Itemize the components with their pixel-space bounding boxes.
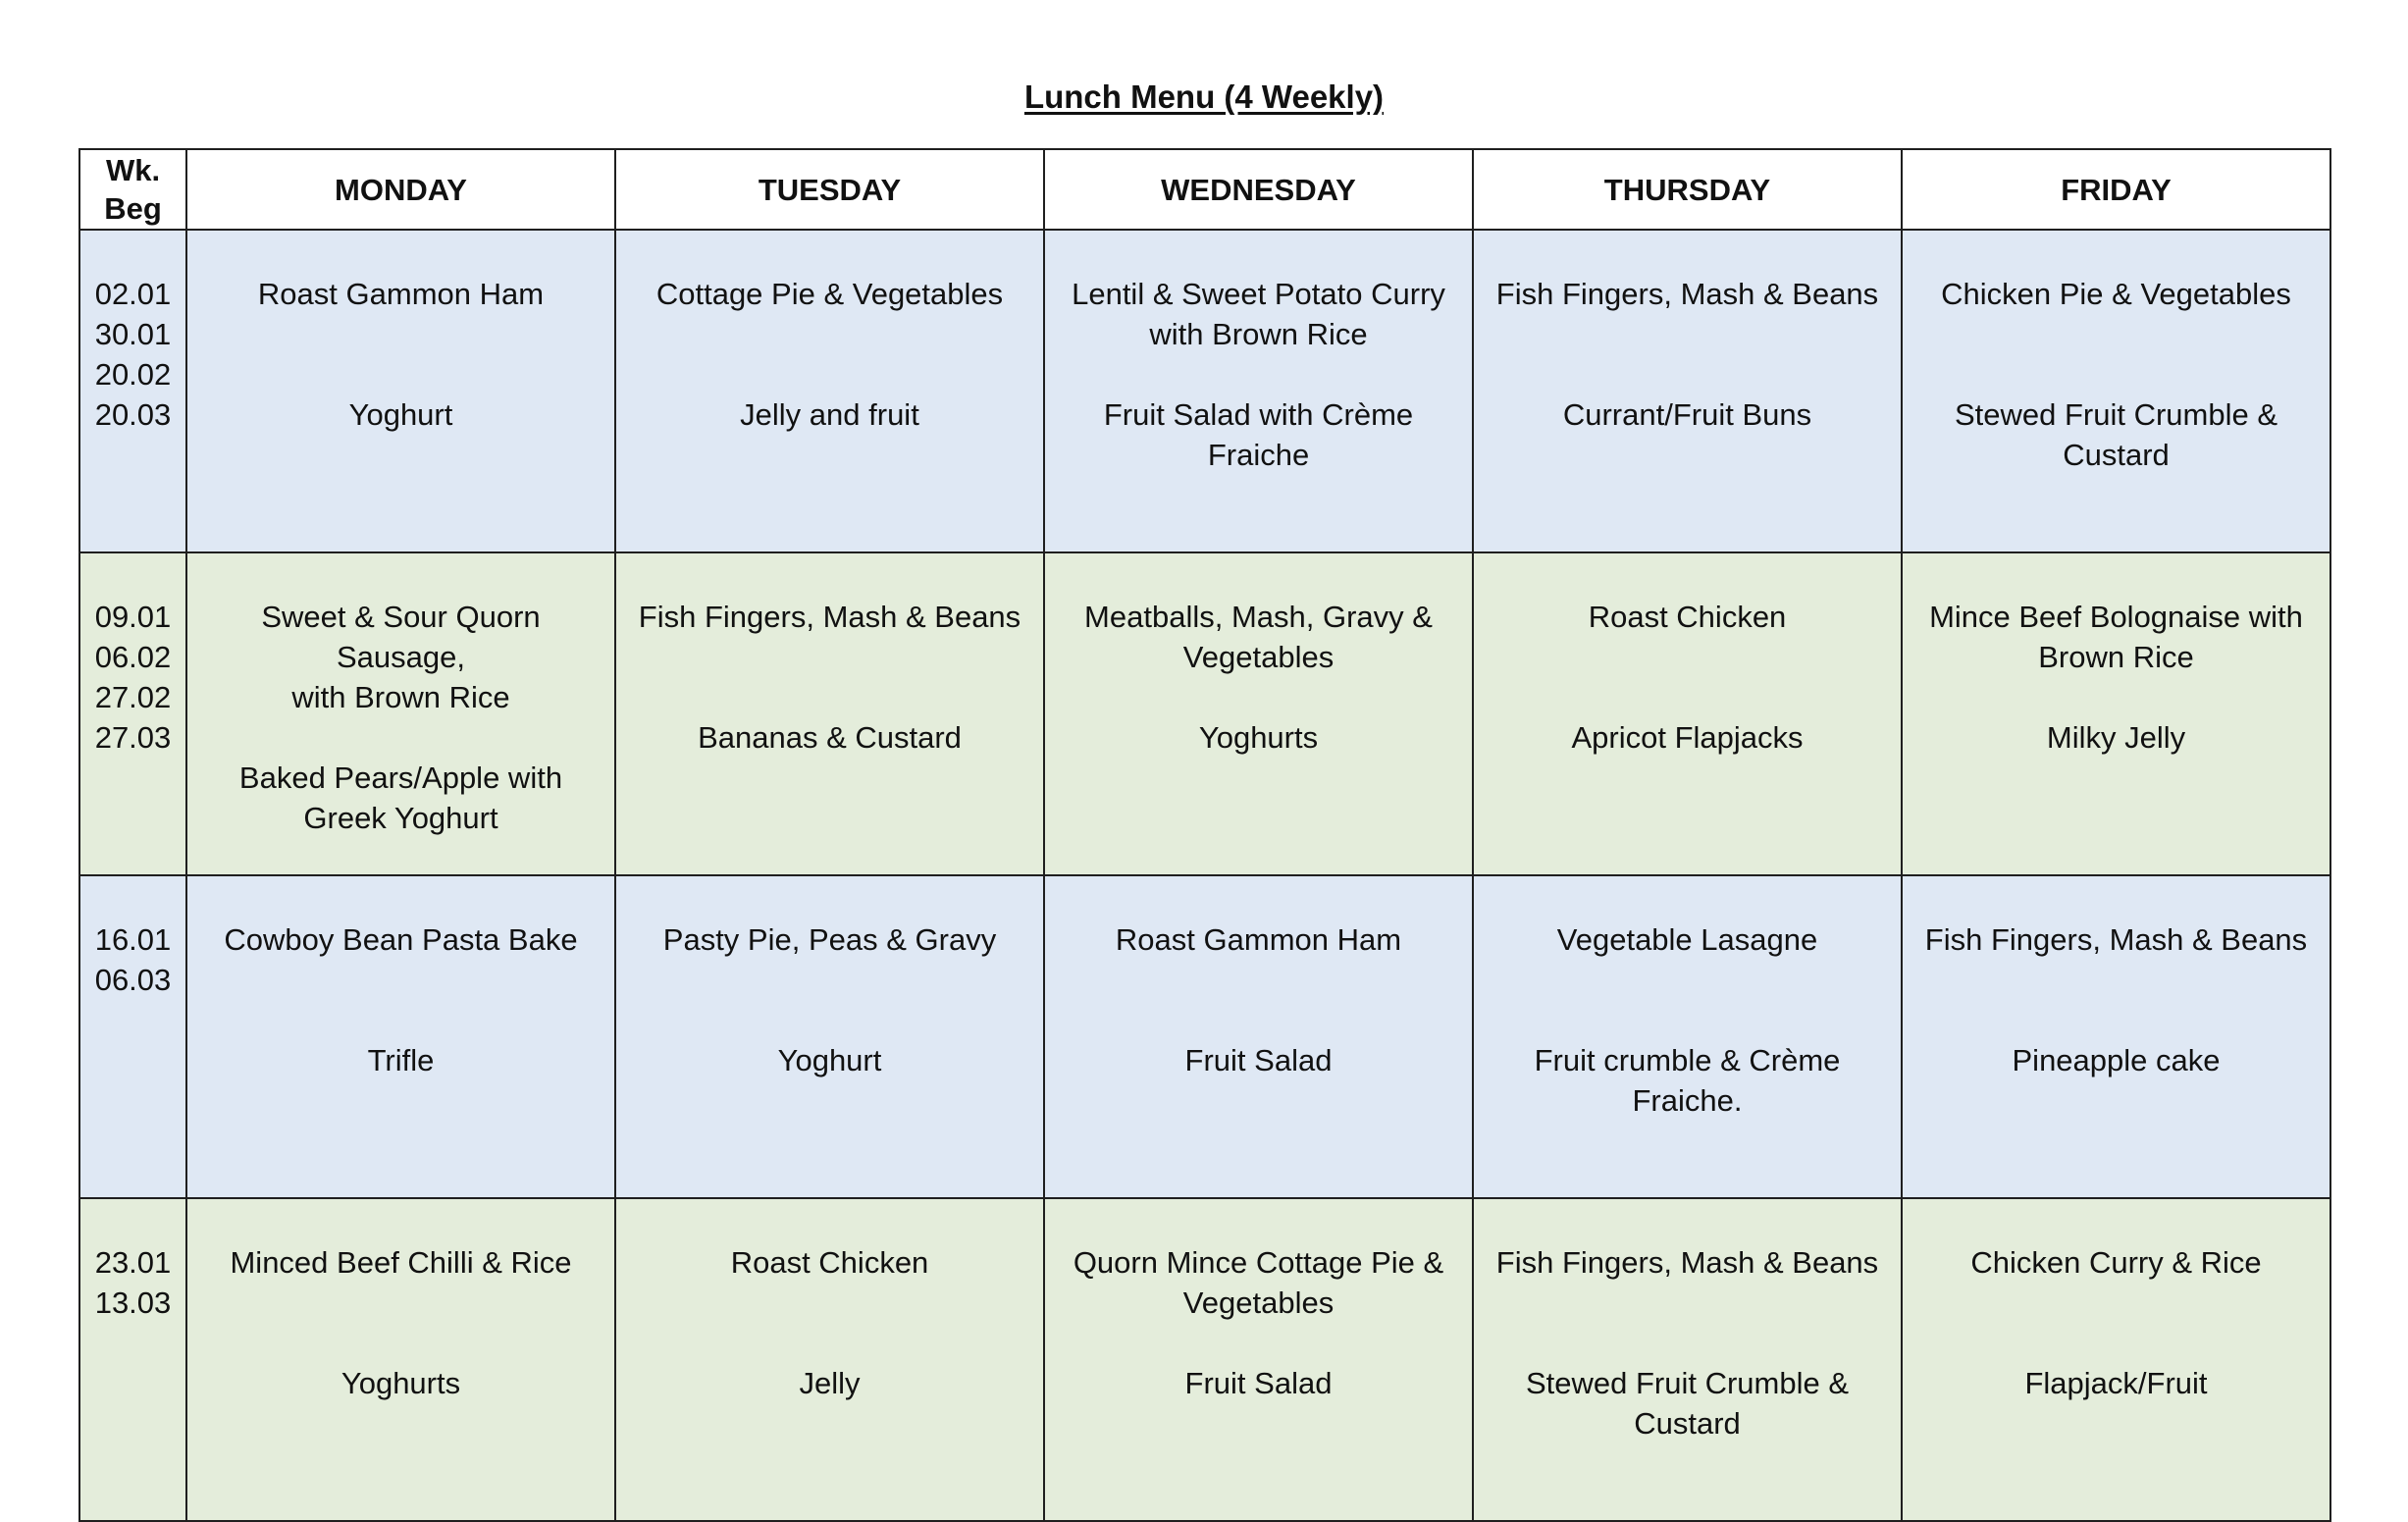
- dessert-line: Yoghurts: [340, 1366, 461, 1400]
- header-wednesday: WEDNESDAY: [1044, 149, 1473, 230]
- main-course-line: Chicken Pie & Vegetables: [1941, 277, 2291, 311]
- menu-body: [79, 230, 2330, 1521]
- main-course-line: Fish Fingers, Mash & Beans: [1924, 922, 2308, 957]
- dessert-line: Jelly and fruit: [740, 397, 919, 432]
- dessert: [1055, 1363, 1462, 1403]
- main-course: [1055, 1242, 1462, 1323]
- dessert-line: Jelly: [799, 1366, 861, 1400]
- week-dates-cell: [79, 875, 186, 1198]
- meal-cell-friday: [1902, 875, 2330, 1198]
- meal-cell-tuesday: [615, 1198, 1044, 1521]
- dessert-line: Fruit Salad: [1184, 1366, 1333, 1400]
- dessert-line: Fraiche.: [1632, 1083, 1743, 1118]
- main-course: [1484, 919, 1891, 1000]
- dessert-line: Currant/Fruit Buns: [1562, 397, 1812, 432]
- main-course-line: Fish Fingers, Mash & Beans: [1495, 277, 1879, 311]
- week-date: 06.02: [94, 640, 172, 674]
- week-date: 09.01: [94, 600, 172, 634]
- meal-cell-tuesday: [615, 230, 1044, 552]
- main-course: [1484, 597, 1891, 677]
- main-course: [197, 597, 604, 717]
- main-course: [626, 597, 1033, 677]
- main-course-line: Lentil & Sweet Potato Curry: [1072, 277, 1445, 311]
- header-friday: FRIDAY: [1902, 149, 2330, 230]
- main-course: [626, 274, 1033, 354]
- week-row: [79, 230, 2330, 552]
- meal-cell-friday: [1902, 552, 2330, 875]
- dessert-line: Fruit crumble & Crème: [1534, 1043, 1841, 1077]
- dessert: [197, 1040, 604, 1080]
- main-course: [1055, 597, 1462, 677]
- main-course-line: Mince Beef Bolognaise with: [1929, 600, 2303, 634]
- dessert: [1912, 717, 2320, 758]
- main-course: [626, 919, 1033, 1000]
- meal-cell-monday: [186, 1198, 615, 1521]
- week-date: 27.03: [94, 720, 172, 755]
- dessert: [1055, 717, 1462, 758]
- meal-cell-thursday: [1473, 552, 1902, 875]
- main-course-line: Vegetables: [1182, 640, 1335, 674]
- dessert: [1912, 1363, 2320, 1403]
- main-course: [1484, 1242, 1891, 1323]
- main-course: [1055, 919, 1462, 1000]
- main-course-line: Brown Rice: [2038, 640, 2194, 674]
- meal-cell-wednesday: [1044, 875, 1473, 1198]
- dessert: [1484, 1363, 1891, 1443]
- dessert-line: Fruit Salad with Crème: [1103, 397, 1414, 432]
- meal-cell-monday: [186, 230, 615, 552]
- main-course: [1484, 274, 1891, 354]
- dessert-line: Custard: [2063, 438, 2170, 472]
- dessert: [197, 394, 604, 435]
- dessert: [1484, 717, 1891, 758]
- main-course-line: Pasty Pie, Peas & Gravy: [662, 922, 997, 957]
- dessert: [1912, 394, 2320, 475]
- dessert-line: Custard: [1634, 1406, 1741, 1441]
- main-course-line: Fish Fingers, Mash & Beans: [638, 600, 1021, 634]
- header-week-line-1: Wk.: [105, 153, 161, 187]
- dessert-line: Apricot Flapjacks: [1571, 720, 1804, 755]
- dessert: [1484, 1040, 1891, 1121]
- dessert: [626, 394, 1033, 435]
- main-course-line: with Brown Rice: [1149, 317, 1368, 351]
- dessert-line: Yoghurt: [777, 1043, 882, 1077]
- dessert-line: Stewed Fruit Crumble &: [1954, 397, 2278, 432]
- week-date: 02.01: [94, 277, 172, 311]
- header-tuesday: TUESDAY: [615, 149, 1044, 230]
- week-date: 06.03: [94, 963, 172, 997]
- main-course-line: Minced Beef Chilli & Rice: [230, 1245, 572, 1280]
- dessert-line: Milky Jelly: [2046, 720, 2186, 755]
- dessert-line: Trifle: [367, 1043, 435, 1077]
- meal-cell-monday: [186, 875, 615, 1198]
- week-date: 30.01: [94, 317, 172, 351]
- dessert-line: Pineapple cake: [2012, 1043, 2221, 1077]
- dessert: [1912, 1040, 2320, 1080]
- dessert-line: Stewed Fruit Crumble &: [1525, 1366, 1850, 1400]
- dessert: [197, 1363, 604, 1403]
- week-date: 20.02: [94, 357, 172, 392]
- meal-cell-thursday: [1473, 1198, 1902, 1521]
- dessert-line: Flapjack/Fruit: [2024, 1366, 2208, 1400]
- header-thursday: THURSDAY: [1473, 149, 1902, 230]
- dessert-line: Fraiche: [1207, 438, 1310, 472]
- header-row: [79, 149, 2330, 230]
- dessert: [1055, 1040, 1462, 1080]
- main-course: [197, 274, 604, 354]
- meal-cell-wednesday: [1044, 1198, 1473, 1521]
- meal-cell-monday: [186, 552, 615, 875]
- main-course-line: Quorn Mince Cottage Pie &: [1073, 1245, 1444, 1280]
- week-dates-cell: [79, 552, 186, 875]
- main-course-line: with Brown Rice: [291, 680, 510, 714]
- main-course-line: Vegetable Lasagne: [1556, 922, 1818, 957]
- main-course: [1912, 274, 2320, 354]
- main-course: [1912, 1242, 2320, 1323]
- dessert-line: Greek Yoghurt: [303, 801, 498, 835]
- week-date: 23.01: [94, 1245, 172, 1280]
- main-course-line: Fish Fingers, Mash & Beans: [1495, 1245, 1879, 1280]
- main-course: [197, 919, 604, 1000]
- week-dates-cell: [79, 1198, 186, 1521]
- week-date: 13.03: [94, 1286, 172, 1320]
- dessert: [626, 1040, 1033, 1080]
- dessert-line: Yoghurts: [1198, 720, 1319, 755]
- main-course-line: Cowboy Bean Pasta Bake: [224, 922, 578, 957]
- main-course: [626, 1242, 1033, 1323]
- main-course: [1912, 919, 2320, 1000]
- meal-cell-wednesday: [1044, 230, 1473, 552]
- week-dates-cell: [79, 230, 186, 552]
- main-course: [197, 1242, 604, 1323]
- dessert-line: Bananas & Custard: [698, 720, 962, 755]
- week-date: 16.01: [94, 922, 172, 957]
- main-course-line: Roast Chicken: [1588, 600, 1787, 634]
- meal-cell-thursday: [1473, 230, 1902, 552]
- main-course-line: Roast Chicken: [730, 1245, 929, 1280]
- meal-cell-tuesday: [615, 552, 1044, 875]
- main-course-line: Sweet & Sour Quorn Sausage,: [261, 600, 541, 674]
- week-date: 27.02: [94, 680, 172, 714]
- main-course-line: Roast Gammon Ham: [257, 277, 545, 311]
- dessert-line: Fruit Salad: [1184, 1043, 1333, 1077]
- meal-cell-tuesday: [615, 875, 1044, 1198]
- meal-cell-friday: [1902, 1198, 2330, 1521]
- page-title: Lunch Menu (4 Weekly): [1023, 79, 1385, 115]
- week-row: [79, 875, 2330, 1198]
- meal-cell-wednesday: [1044, 552, 1473, 875]
- main-course-line: Meatballs, Mash, Gravy &: [1084, 600, 1433, 634]
- meal-cell-friday: [1902, 230, 2330, 552]
- main-course-line: Vegetables: [1182, 1286, 1335, 1320]
- meal-cell-thursday: [1473, 875, 1902, 1198]
- dessert: [1055, 394, 1462, 475]
- week-date: 20.03: [94, 397, 172, 432]
- dessert: [626, 717, 1033, 758]
- main-course: [1055, 274, 1462, 354]
- main-course: [1912, 597, 2320, 677]
- dessert: [197, 758, 604, 838]
- dessert: [1484, 394, 1891, 435]
- week-row: [79, 1198, 2330, 1521]
- dessert-line: Yoghurt: [348, 397, 453, 432]
- main-course-line: Chicken Curry & Rice: [1970, 1245, 2262, 1280]
- main-course-line: Roast Gammon Ham: [1115, 922, 1402, 957]
- dessert: [626, 1363, 1033, 1403]
- main-course-line: Cottage Pie & Vegetables: [655, 277, 1004, 311]
- week-row: [79, 552, 2330, 875]
- lunch-menu-table: [79, 148, 2331, 1522]
- dessert-line: Baked Pears/Apple with: [238, 761, 563, 795]
- header-week-line-2: Beg: [104, 191, 162, 226]
- header-monday: MONDAY: [186, 149, 615, 230]
- header-week-beginning: [79, 149, 186, 230]
